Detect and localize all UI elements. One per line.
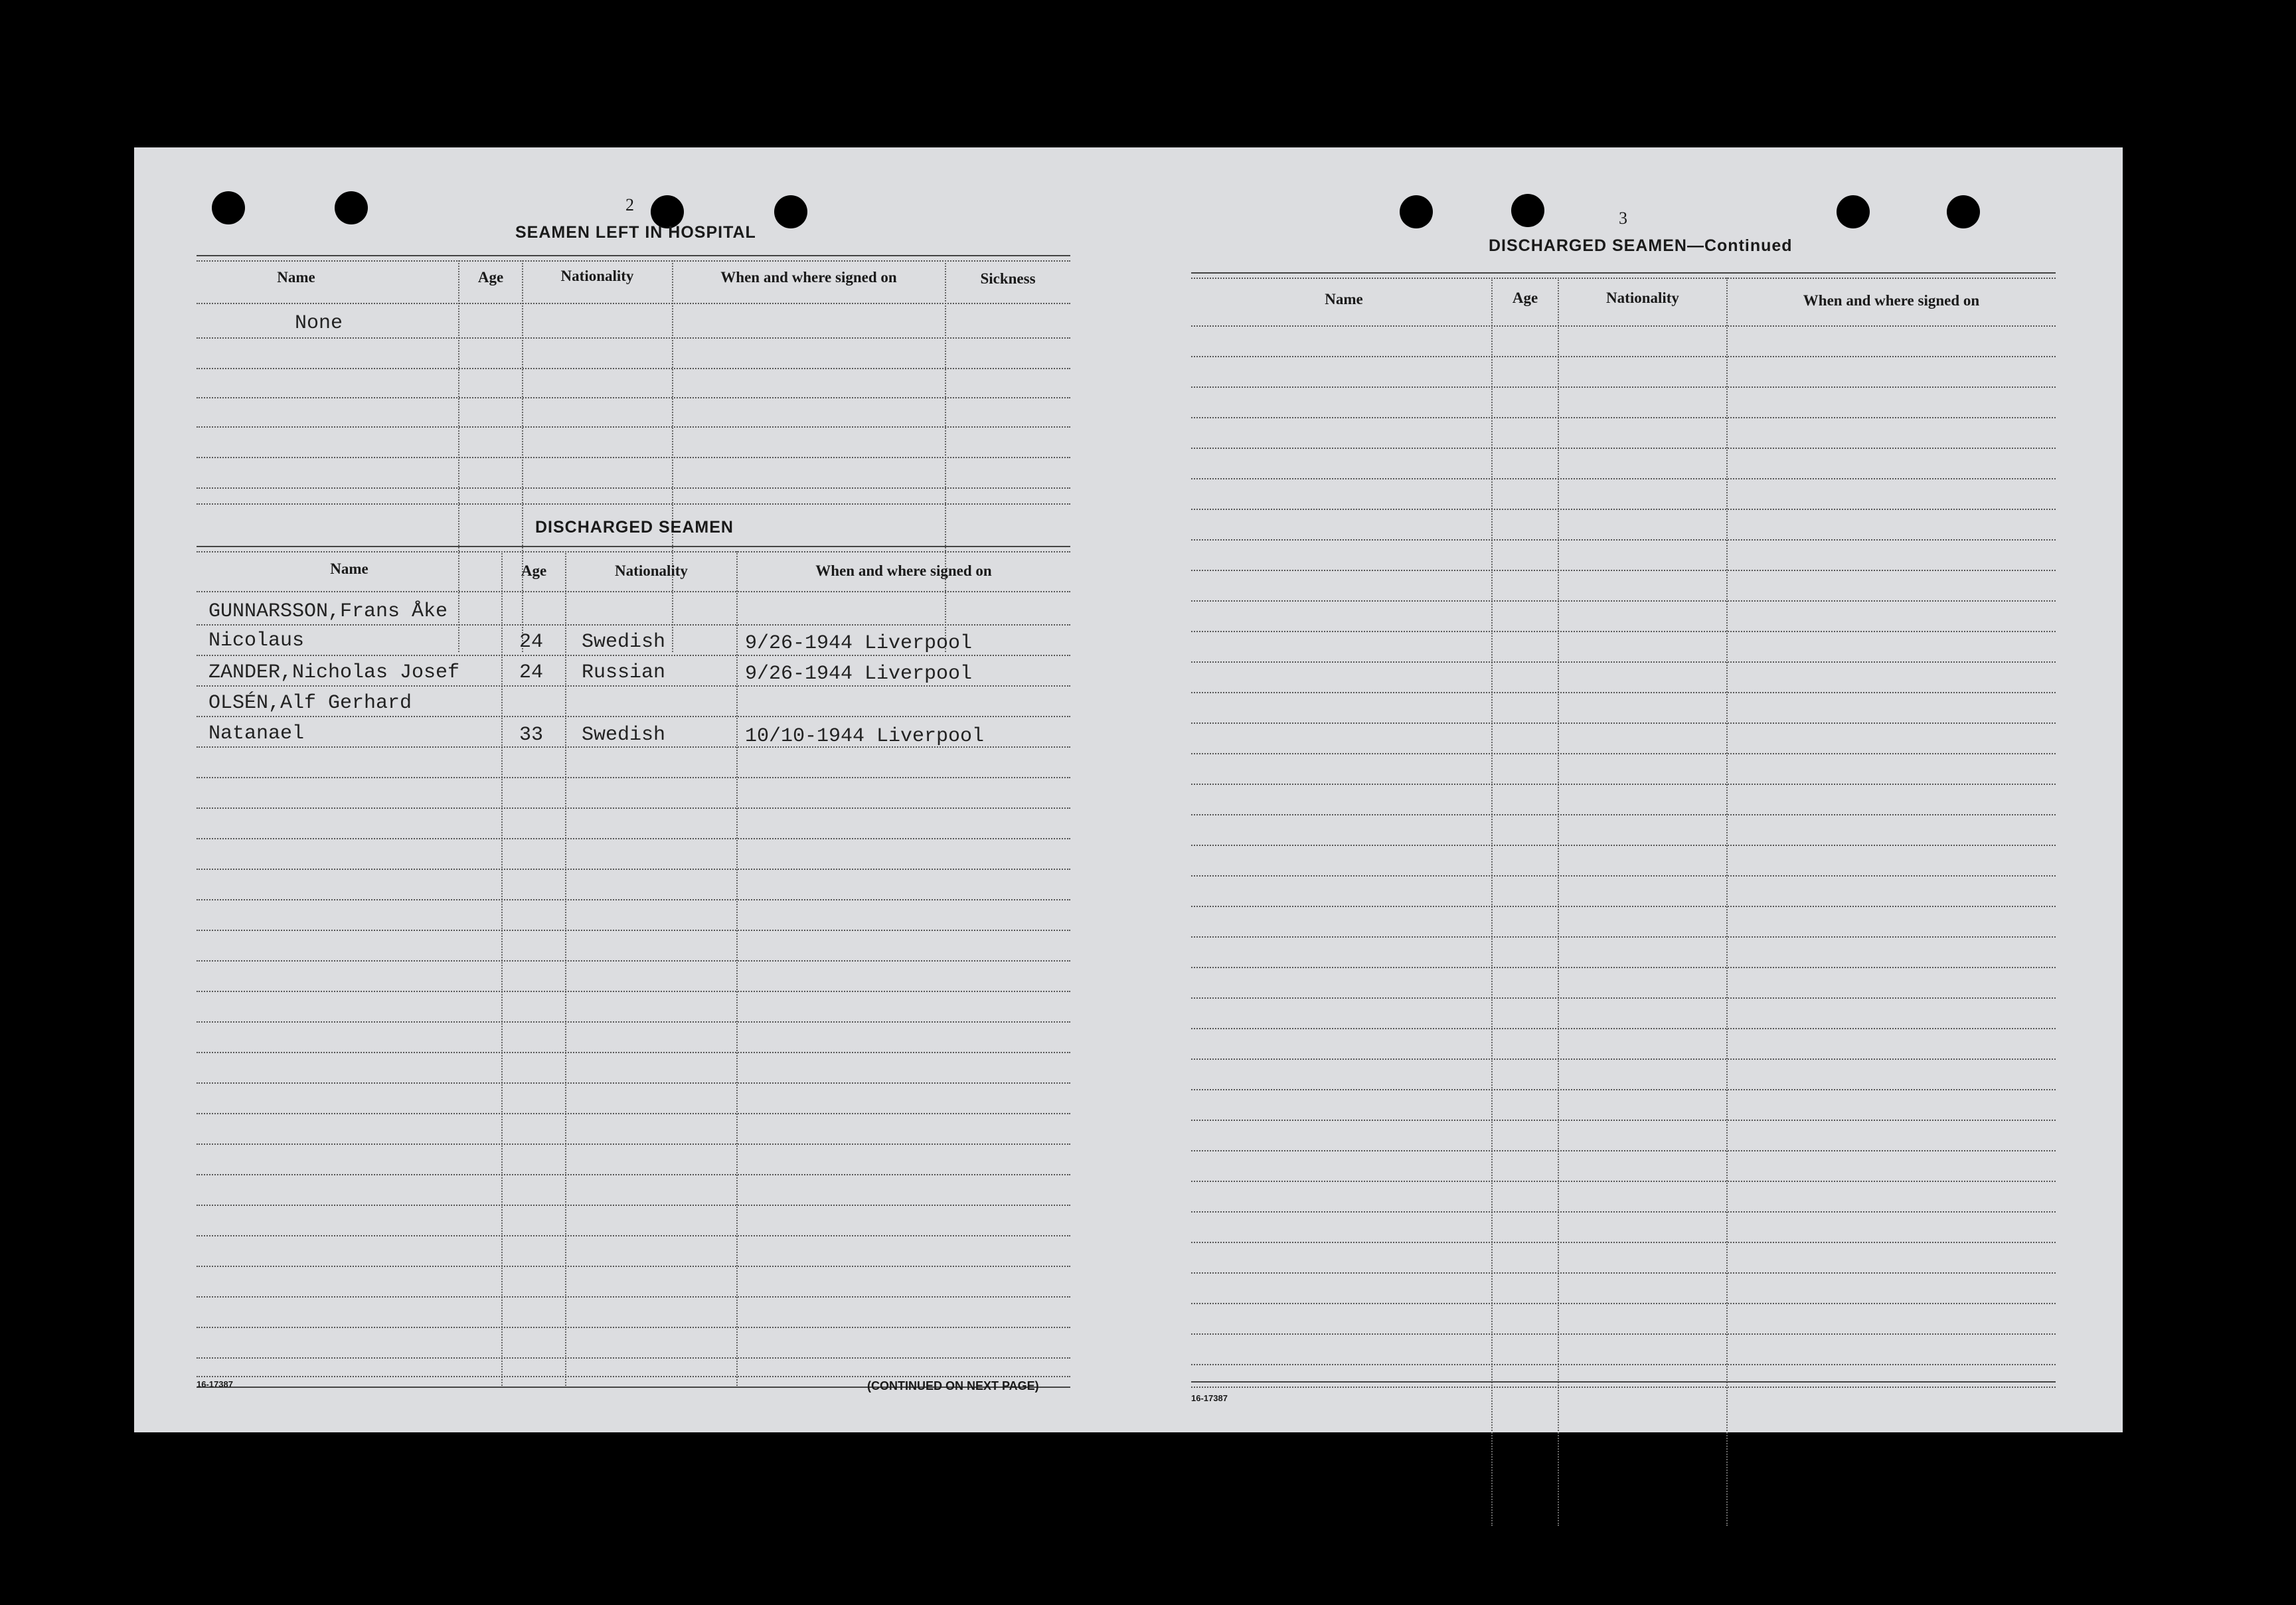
table-rule <box>197 1082 1070 1084</box>
column-divider <box>672 260 673 652</box>
table-rule <box>1191 1181 2056 1182</box>
hospital-entry: None <box>295 312 343 335</box>
table-rule <box>197 546 1070 547</box>
table-rule <box>1191 509 2056 510</box>
column-header-signed-on: When and where signed on <box>720 269 897 286</box>
table-rule <box>1191 967 2056 968</box>
seaman-name: Nicolaus <box>208 630 305 652</box>
table-rule <box>197 1376 1070 1377</box>
table-rule <box>1191 1089 2056 1090</box>
table-rule <box>197 337 1070 339</box>
column-header-nationality: Nationality <box>560 268 634 284</box>
column-header-name: Name <box>1325 291 1363 307</box>
table-rule <box>197 838 1070 839</box>
column-header-name: Name <box>277 269 315 286</box>
column-divider <box>565 551 566 1388</box>
table-rule <box>197 1327 1070 1328</box>
table-rule <box>1191 570 2056 571</box>
table-rule <box>1191 1364 2056 1365</box>
hospital-section-title: SEAMEN LEFT IN HOSPITAL <box>515 223 756 242</box>
column-divider <box>458 260 459 652</box>
column-divider <box>1491 278 1493 1526</box>
table-rule <box>197 777 1070 778</box>
seaman-age: 24 <box>519 661 544 684</box>
table-rule <box>197 260 1070 262</box>
table-rule <box>197 655 1070 656</box>
table-rule <box>1191 1381 2056 1383</box>
table-rule <box>1191 784 2056 785</box>
punch-hole <box>1511 194 1544 227</box>
table-rule <box>1191 539 2056 541</box>
page-number: 2 <box>625 195 634 214</box>
punch-hole <box>1400 195 1433 228</box>
table-rule <box>197 551 1070 552</box>
table-rule <box>197 303 1070 304</box>
seaman-age: 33 <box>519 724 544 746</box>
seaman-name: GUNNARSSON,Frans Åke <box>208 600 448 623</box>
table-rule <box>197 503 1070 505</box>
column-header-nationality: Nationality <box>615 562 688 579</box>
table-rule <box>1191 448 2056 449</box>
table-rule <box>197 457 1070 458</box>
right-page <box>1123 147 2123 1432</box>
table-rule <box>1191 417 2056 418</box>
table-rule <box>197 397 1070 398</box>
seaman-nationality: Swedish <box>582 724 666 746</box>
column-header-sickness: Sickness <box>980 270 1036 287</box>
column-header-age: Age <box>521 562 547 579</box>
column-header-age: Age <box>1512 290 1538 306</box>
table-rule <box>197 1205 1070 1206</box>
punch-hole <box>1837 195 1870 228</box>
table-rule <box>197 1174 1070 1175</box>
table-rule <box>1191 1211 2056 1213</box>
table-rule <box>197 255 1070 256</box>
discharged-continued-title: DISCHARGED SEAMEN—Continued <box>1489 236 1793 255</box>
form-number: 16-17387 <box>197 1379 233 1389</box>
column-divider <box>1558 278 1559 1526</box>
table-rule <box>197 624 1070 626</box>
table-rule <box>197 960 1070 962</box>
punch-hole <box>335 191 368 224</box>
table-rule <box>197 1021 1070 1023</box>
table-rule <box>1191 356 2056 357</box>
table-rule <box>1191 1150 2056 1151</box>
column-divider <box>736 551 738 1388</box>
table-rule <box>197 368 1070 369</box>
column-header-nationality: Nationality <box>1606 290 1679 306</box>
discharged-section-title: DISCHARGED SEAMEN <box>535 518 734 537</box>
table-rule <box>197 1357 1070 1359</box>
table-rule <box>197 1143 1070 1145</box>
table-rule <box>197 991 1070 992</box>
table-rule <box>1191 936 2056 938</box>
table-rule <box>197 1296 1070 1298</box>
table-rule <box>1191 272 2056 274</box>
table-rule <box>1191 1242 2056 1243</box>
seaman-signed-on: 9/26-1944 Liverpool <box>745 663 973 685</box>
table-rule <box>1191 386 2056 388</box>
table-rule <box>1191 1333 2056 1335</box>
table-rule <box>1191 278 2056 279</box>
table-rule <box>197 591 1070 592</box>
table-rule <box>1191 1028 2056 1029</box>
table-rule <box>1191 753 2056 754</box>
column-divider <box>945 260 946 652</box>
seaman-nationality: Russian <box>582 661 666 684</box>
column-divider <box>1726 278 1728 1526</box>
column-header-signed-on: When and where signed on <box>1803 292 1980 309</box>
table-rule <box>1191 631 2056 632</box>
table-rule <box>197 1052 1070 1053</box>
table-rule <box>1191 600 2056 602</box>
seaman-signed-on: 9/26-1944 Liverpool <box>745 632 973 655</box>
table-rule <box>1191 722 2056 724</box>
table-rule <box>197 807 1070 809</box>
table-rule <box>1191 845 2056 846</box>
table-rule <box>1191 1058 2056 1060</box>
seaman-name: Natanael <box>208 722 305 745</box>
form-number: 16-17387 <box>1191 1393 1228 1403</box>
table-rule <box>1191 906 2056 907</box>
seaman-name: OLSÉN,Alf Gerhard <box>208 692 412 715</box>
table-rule <box>197 899 1070 900</box>
continued-note: (CONTINUED ON NEXT PAGE) <box>867 1379 1039 1393</box>
punch-hole <box>1947 195 1980 228</box>
column-header-signed-on: When and where signed on <box>815 562 992 579</box>
page-number: 3 <box>1619 209 1627 228</box>
table-rule <box>1191 692 2056 693</box>
column-divider <box>501 551 503 1388</box>
table-rule <box>197 685 1070 687</box>
seaman-nationality: Swedish <box>582 631 666 653</box>
table-rule <box>1191 875 2056 877</box>
table-rule <box>1191 1387 2056 1388</box>
column-divider <box>522 260 523 652</box>
table-rule <box>197 1235 1070 1236</box>
seaman-signed-on: 10/10-1944 Liverpool <box>745 725 985 748</box>
left-page <box>134 147 1123 1432</box>
table-rule <box>1191 814 2056 815</box>
table-rule <box>197 487 1070 489</box>
table-rule <box>197 426 1070 428</box>
table-rule <box>1191 478 2056 479</box>
table-rule <box>197 1266 1070 1267</box>
table-rule <box>1191 1120 2056 1121</box>
table-rule <box>1191 1272 2056 1274</box>
seaman-age: 24 <box>519 631 544 653</box>
column-header-name: Name <box>330 560 369 577</box>
table-rule <box>197 930 1070 931</box>
table-rule <box>1191 1303 2056 1304</box>
punch-hole <box>774 195 807 228</box>
table-rule <box>1191 661 2056 663</box>
column-header-age: Age <box>477 269 504 286</box>
table-rule <box>197 716 1070 717</box>
table-rule <box>197 869 1070 870</box>
seaman-name: ZANDER,Nicholas Josef <box>208 661 460 684</box>
punch-hole <box>212 191 245 224</box>
table-rule <box>197 1113 1070 1114</box>
table-rule <box>1191 997 2056 999</box>
table-rule <box>1191 325 2056 327</box>
